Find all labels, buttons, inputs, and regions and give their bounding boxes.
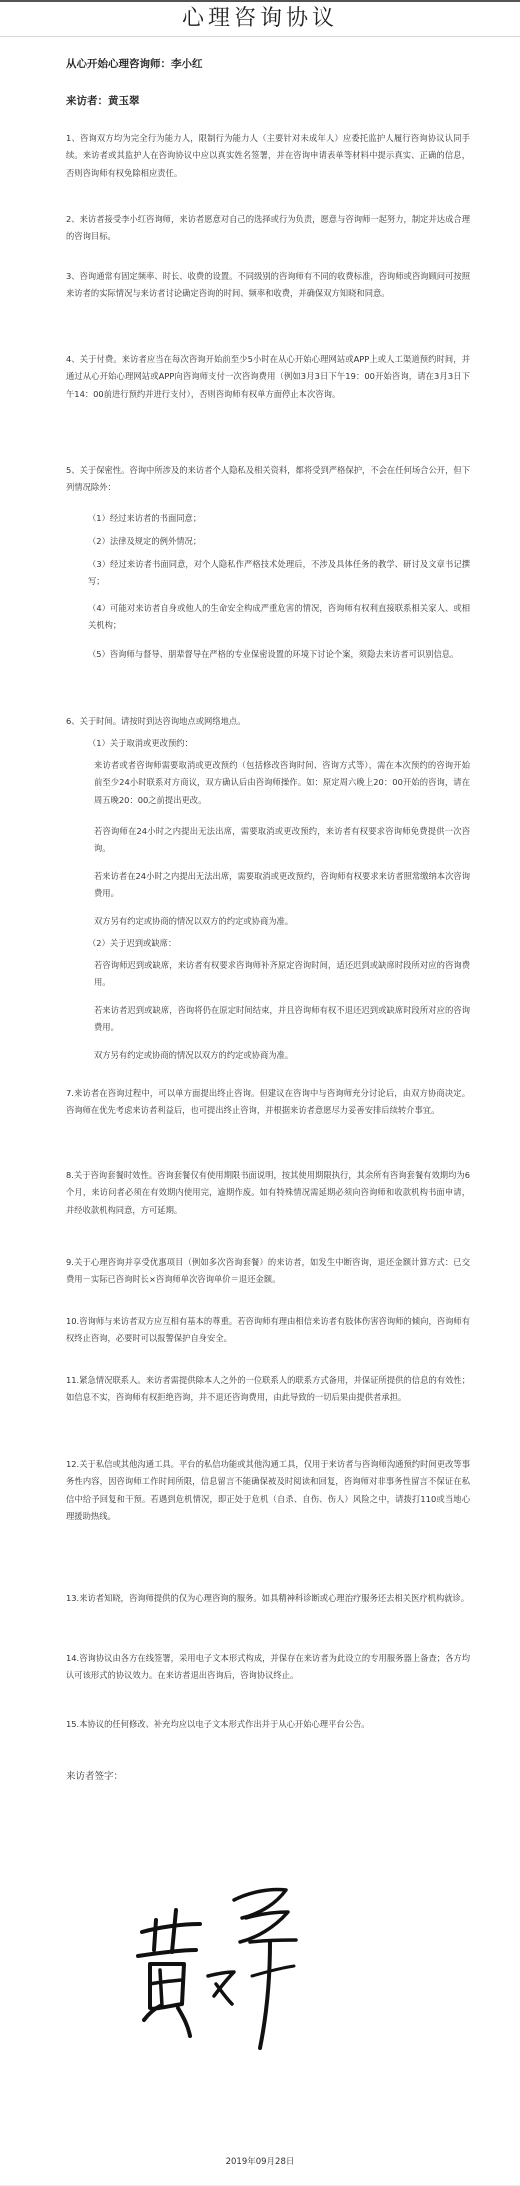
clause-7: 7.来访者在咨询过程中，可以单方面提出终止咨询。但建议在咨询中与咨询师充分讨论后，由双方协商决定。咨询师在优先考虑来访者利益后，也可提出终止咨询，并根据来访者意愿尽力妥善安排后续转介事宜。: [66, 1088, 470, 1116]
document-title: 心理咨询协议: [181, 6, 338, 31]
clause-11: 11.紧急情况联系人。来访者需提供除本人之外的一位联系人的联系方式备用，并保证所提供的信息的有效性；如信息不实，咨询师有权拒绝咨询，并不退还咨询费用，由此导致的一切后果由提供者承担。: [66, 1375, 470, 1403]
clause-5-item-2: （2）法律及规定的例外情况；: [88, 536, 202, 546]
clause-4: 4、关于付费。来访者应当在每次咨询开始前至少5小时在从心开始心理网站或APP上或人工渠道预约时间，并通过从心开始心理网站或APP向咨询师支付一次咨询费用（例如3月3日下午19：00开始咨询，请在3月3日下午14：00前进行预约并进行支付），否则咨询师有权单方面停止本次咨询。: [66, 354, 470, 399]
clause-14: 14.咨询协议由各方在线签署，采用电子文本形式构成，并保存在来访者为此设立的专用服务器上备查；各方均认可该形式的协议效力。在来访者退出咨询后，咨询协议终止。: [66, 1653, 470, 1681]
top-border: [0, 0, 520, 2]
signing-date: 2019年09月28日: [225, 2157, 295, 2167]
clause-6: 6、关于时间。请按时到达咨询地点或网络地点。: [66, 716, 246, 726]
title-divider: [0, 36, 520, 37]
clause-6-2-paragraph-1: 若咨询师迟到或缺席，来访者有权要求咨询师补齐原定咨询时间，适还迟到或缺席时段所对应的咨询费用。: [94, 960, 470, 988]
clause-5-item-3: （3）经过来访者书面同意，对个人隐私作严格技术处理后，不涉及具体任务的教学、研讨及文章书记撰写；: [88, 559, 470, 587]
clause-5-item-1: （1）经过来访者的书面同意；: [88, 513, 202, 523]
clause-6-2-paragraph-3: 双方另有约定或协商的情况以双方的约定或协商为准。: [94, 1050, 294, 1060]
handwritten-signature: [130, 1880, 300, 2055]
clause-3: 3、咨询通常有固定频率、时长、收费的设置。不同级别的咨询师有不同的收费标准，咨询师或咨询顾问可按照来访者的实际情况与来访者讨论确定咨询的时间、频率和收费，并确保双方知晓和同意。: [66, 271, 470, 299]
signature-label: 来访者签字：: [66, 1771, 124, 1782]
counselor-line: 从心开始心理咨询师：李小红: [66, 58, 203, 70]
clause-6-1-paragraph-2: 若咨询师在24小时之内提出无法出席，需要取消或更改预约，来访者有权要求咨询师免费提供一次咨询。: [94, 826, 470, 854]
clause-6-2-paragraph-2: 若来访者迟到或缺席，咨询将仍在原定时间结束，并且咨询师有权不退还迟到或缺席时段所对应的咨询费用。: [94, 1005, 470, 1033]
clause-5: 5、关于保密性。咨询中所涉及的来访者个人隐私及相关资料，都将受到严格保护，不会在任何场合公开，但下列情况除外：: [66, 465, 470, 493]
clause-12: 12.关于私信或其他沟通工具。平台的私信功能或其他沟通工具，仅用于来访者与咨询师沟通预约时间更改等事务性内容，因咨询师工作时间所限，信息留言不能确保被及时阅读和回复，咨询师对非事务性留言不保证在私信中给予回复和干预。若遇到危机情况，即正处于危机（自杀、自伤、伤人）风险之中，请拨打110或当地心理援助热线。: [66, 1459, 470, 1522]
clause-2: 2、来访者接受李小红咨询师，来访者愿意对自己的选择或行为负责，愿意与咨询师一起努力，制定并达成合理的咨询目标。: [66, 214, 470, 242]
clause-8: 8.关于咨询套餐时效性。咨询套餐仅有使用期限书面说明，按其使用期限执行，其余所有咨询套餐有效期均为6个月，来访问者必须在有效期内使用完，逾期作废。如有特殊情况需延期必须向咨询师和收款机构书面申请，并经收款机构同意，方可延期。: [66, 1170, 470, 1215]
clause-15: 15.本协议的任何修改、补充均应以电子文本形式作出并于从心开始心理平台公告。: [66, 1719, 370, 1729]
clause-5-item-5: （5）咨询师与督导、朋辈督导在严格的专业保密设置的环境下讨论个案，须隐去来访者可识别信息。: [88, 649, 459, 659]
clause-6-1-paragraph-3: 若来访者在24小时之内提出无法出席，需要取消或更改预约，咨询师有权要求来访者照常缴纳本次咨询费用。: [94, 871, 470, 899]
clause-13: 13.来访者知晓，咨询师提供的仅为心理咨询的服务。如具精神科诊断或心理治疗服务还去相关医疗机构就诊。: [66, 1593, 470, 1603]
clause-6-2-title: （2）关于迟到或缺席：: [88, 938, 177, 948]
clause-9: 9.关于心理咨询并享受优惠项目（例如多次咨询套餐）的来访者，如发生中断咨询，退还金额计算方式：已交费用－实际已咨询时长×咨询师单次咨询单价＝退还金额。: [66, 1257, 470, 1285]
clause-10: 10.咨询师与来访者双方应互相有基本的尊重。若咨询师有理由相信来访者有肢体伤害咨询师的倾向，咨询师有权终止咨询，必要时可以报警保护自身安全。: [66, 1316, 470, 1344]
clause-5-item-4: （4）可能对来访者自身或他人的生命安全构成严重危害的情况，咨询师有权利直接联系相关家人、或相关机构；: [88, 603, 470, 631]
clause-6-1-paragraph-4: 双方另有约定或协商的情况以双方的约定或协商为准。: [94, 916, 294, 926]
clause-1: 1、咨询双方均为完全行为能力人，限制行为能力人（主要针对未成年人）应委托监护人履行咨询协议认同手续。来访者或其监护人在咨询协议中应以真实姓名签署，并在咨询申请表单等材料中提示真实、正确的信息，否则咨询师有权免除相应责任。: [66, 133, 470, 178]
client-line: 来访者：黄玉翠: [66, 95, 140, 107]
clause-6-1-title: （1）关于取消或更改预约：: [88, 738, 193, 748]
clause-6-1-paragraph-1: 来访者或者咨询师需要取消或更改预约（包括修改咨询时间、咨询方式等），需在本次预约的咨询开始前至少24小时联系对方商议，双方确认后由咨询师操作。如：原定周六晚上20：00开始的咨询，请在周五晚20：00之前提出更改。: [94, 760, 470, 805]
